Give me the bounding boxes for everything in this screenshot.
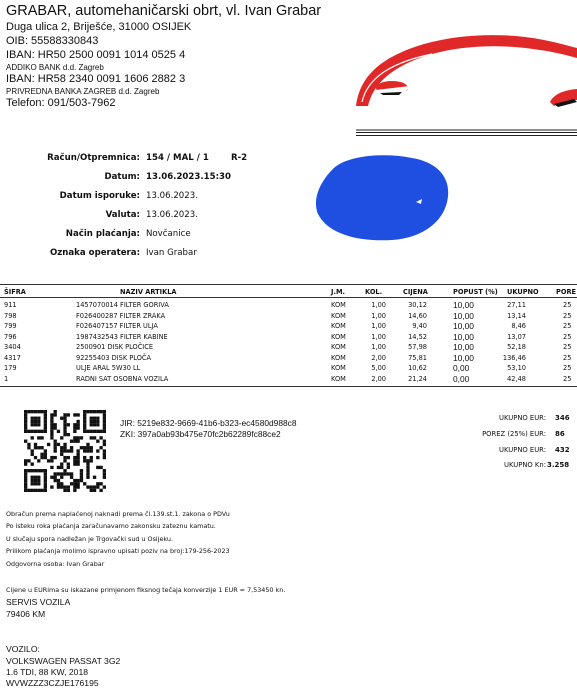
company-iban-2: IBAN: HR58 2340 0091 1606 2882 3	[6, 73, 186, 85]
cell-ukupno: 42,48	[507, 374, 526, 383]
value-date-label: Valuta:	[105, 210, 140, 220]
invoice-number: 154 / MAL / 1	[146, 153, 209, 163]
car-logo	[354, 14, 577, 132]
cell-cijena: 75,81	[408, 353, 427, 362]
cell-popust: 10,00	[453, 331, 474, 342]
cell-ukupno: 27,11	[507, 301, 526, 309]
cell-porez: 25	[563, 374, 572, 383]
invoice-date: 13.06.2023.15:30	[146, 172, 231, 182]
total-tax-value: 86	[555, 430, 565, 438]
redaction-blob	[312, 150, 452, 242]
cell-porez: 25	[563, 343, 572, 351]
service-title: SERVIS VOZILA	[6, 597, 71, 607]
cell-kol: 2,00	[371, 374, 386, 383]
value-date: 13.06.2023.	[146, 210, 198, 220]
cell-cijena: 14,52	[408, 332, 427, 341]
cell-naziv: 2500901 DISK PLOČICE	[76, 343, 154, 351]
cell-porez: 25	[563, 332, 572, 341]
cell-jm: KOM	[331, 353, 346, 362]
invoice-number-label: Račun/Otpremnica:	[47, 153, 140, 163]
company-phone: Telefon: 091/503-7962	[6, 97, 116, 109]
cell-kol: 1,00	[371, 332, 386, 341]
total-kn-value: 3.258	[547, 461, 570, 469]
cell-porez: 25	[563, 322, 572, 330]
cell-popust: 0,00	[453, 363, 470, 373]
payment-method-label: Način plaćanja:	[65, 229, 140, 239]
total-tax-label: POREZ (25%) EUR:	[482, 430, 546, 438]
cell-naziv: 1457070014 FILTER GORIVA	[76, 301, 169, 309]
header-rule	[356, 132, 577, 133]
cell-porez: 25	[563, 311, 572, 320]
cell-kol: 5,00	[371, 364, 386, 372]
cell-popust: 10,00	[453, 300, 474, 310]
operator-label: Oznaka operatera:	[49, 248, 140, 258]
invoice-type: R-2	[231, 153, 248, 163]
col-popust: POPUST (%)	[453, 288, 498, 296]
cell-porez: 25	[563, 364, 572, 372]
col-kol: KOL.	[365, 288, 383, 296]
cell-kol: 1,00	[371, 311, 386, 320]
note-line: Odgovorna osoba: Ivan Grabar	[6, 560, 105, 568]
cell-sifra: 796	[4, 332, 17, 341]
note-line: Po isteku roka plaćanja zaračunavamo zakonsku zateznu kamatu.	[6, 522, 216, 530]
cell-naziv: 92255403 DISK PLOČA	[76, 353, 152, 362]
cell-jm: KOM	[331, 332, 346, 341]
cell-sifra: 1	[4, 374, 9, 383]
cell-naziv: ULJE ARAL 5W30 LL	[76, 364, 141, 372]
total-net-label: UKUPNO EUR:	[499, 414, 546, 422]
jir-code: JIR: 5219e832-9669-41b6-b323-ec4580d988c8	[120, 418, 297, 428]
cell-kol: 1,00	[371, 301, 386, 309]
company-address: Duga ulica 2, Briješće, 31000 OSIJEK	[6, 21, 192, 33]
vehicle-label: VOZILO:	[6, 644, 40, 654]
cell-cijena: 14,60	[408, 311, 427, 320]
qr-code	[24, 410, 106, 492]
note-line: Obračun prema naplaćenoj naknadi prema čl.139.st.1. zakona o PDVu	[6, 510, 230, 518]
vehicle-engine: 1.6 TDI, 88 KW, 2018	[6, 667, 89, 677]
cell-ukupno: 53,10	[507, 364, 526, 372]
cell-sifra: 911	[4, 301, 17, 309]
cell-jm: KOM	[331, 364, 346, 372]
cell-kol: 2,00	[371, 353, 386, 362]
cell-jm: KOM	[331, 311, 346, 320]
cell-cijena: 21,24	[408, 374, 427, 383]
note-line: U slučaju spora nadležan je Trgovački sud u Osijeku.	[6, 535, 173, 543]
cell-sifra: 799	[4, 322, 17, 330]
cell-kol: 1,00	[371, 343, 386, 351]
cell-porez: 25	[563, 301, 572, 309]
table-top-rule	[0, 284, 577, 285]
cell-popust: 10,00	[453, 342, 474, 352]
conversion-note: Cijene u EURima su iskazane primjenom fiksnog tečaja konverzije 1 EUR = 7,53450 kn.	[6, 586, 286, 594]
cell-cijena: 9,40	[412, 322, 427, 330]
col-jm: J.M.	[331, 288, 346, 296]
cell-jm: KOM	[331, 374, 346, 383]
zki-code: ZKI: 397a0ab93b475e70fc2b62289fc88ce2	[120, 429, 281, 439]
cell-porez: 25	[563, 353, 572, 362]
note-line: Prilikom plaćanja molimo ispravno upisati poziv na broj:179-256-2023	[6, 547, 230, 555]
cell-cijena: 30,12	[408, 301, 427, 309]
delivery-date: 13.06.2023.	[146, 191, 198, 201]
table-header-rule	[0, 297, 577, 298]
vehicle-vin: WVWZZZ3CZJE176195	[6, 678, 99, 688]
cell-ukupno: 13,07	[507, 332, 526, 341]
cell-jm: KOM	[331, 301, 346, 309]
cell-cijena: 57,98	[408, 343, 427, 351]
cell-ukupno: 52,18	[507, 343, 526, 351]
cell-cijena: 10,62	[408, 364, 427, 372]
company-bank-1: ADDIKO BANK d.d. Zagreb	[6, 63, 104, 72]
cell-popust: 10,00	[453, 321, 474, 331]
cell-ukupno: 136,46	[502, 353, 526, 362]
company-name: GRABAR, automehaničarski obrt, vl. Ivan Grabar	[6, 3, 322, 19]
total-gross-value: 432	[555, 446, 570, 454]
cell-kol: 1,00	[371, 322, 386, 330]
total-net-value: 346	[555, 414, 570, 422]
total-kn-label: UKUPNO Kn:	[504, 461, 546, 469]
col-naziv: NAZIV ARTIKLA	[120, 288, 177, 296]
col-ukupno: UKUPNO	[507, 288, 539, 296]
cell-jm: KOM	[331, 322, 346, 330]
company-oib: OIB: 55588330843	[6, 35, 99, 47]
col-porez: PORE	[556, 288, 577, 296]
vehicle-model: VOLKSWAGEN PASSAT 3G2	[6, 656, 121, 666]
total-gross-label: UKUPNO EUR:	[499, 446, 546, 454]
cell-naziv: 1987432543 FILTER KABINE	[76, 332, 168, 341]
cell-sifra: 798	[4, 311, 17, 320]
cell-naziv: F026400287 FILTER ZRAKA	[76, 311, 166, 320]
cell-sifra: 3404	[4, 343, 21, 351]
operator: Ivan Grabar	[146, 248, 197, 258]
company-iban-1: IBAN: HR50 2500 0091 1014 0525 4	[6, 49, 186, 61]
company-bank-2: PRIVREDNA BANKA ZAGREB d.d. Zagreb	[6, 87, 160, 96]
cell-sifra: 179	[4, 364, 17, 372]
service-km: 79406 KM	[6, 609, 46, 619]
cell-popust: 0,00	[453, 373, 470, 384]
cell-ukupno: 8,46	[511, 322, 526, 330]
cell-popust: 10,00	[453, 352, 474, 363]
cell-naziv: F026407157 FILTER ULJA	[76, 322, 158, 330]
header-rule-2	[356, 135, 577, 136]
cell-popust: 10,00	[453, 310, 474, 321]
cell-ukupno: 13,14	[507, 311, 526, 320]
delivery-date-label: Datum isporuke:	[59, 191, 140, 201]
invoice-date-label: Datum:	[104, 172, 140, 182]
table-bottom-rule	[0, 386, 577, 387]
payment-method: Novčanice	[146, 229, 191, 239]
col-cijena: CIJENA	[403, 288, 428, 296]
cell-sifra: 4317	[4, 353, 21, 362]
cell-jm: KOM	[331, 343, 346, 351]
cell-naziv: RADNI SAT OSOBNA VOZILA	[76, 374, 169, 383]
col-sifra: ŠIFRA	[4, 288, 26, 296]
